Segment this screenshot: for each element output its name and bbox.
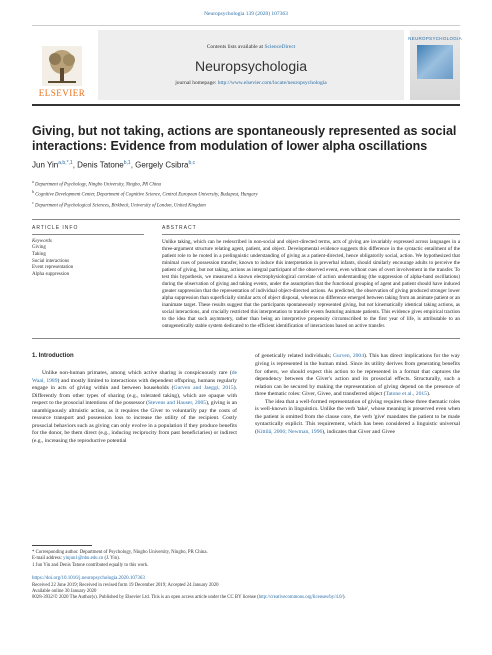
journal-cover xyxy=(410,30,460,100)
author-affil-marker[interactable]: b,1 xyxy=(123,160,131,166)
contents-line: Contents lists available at ScienceDirect xyxy=(206,44,296,50)
section-heading: 1. Introduction xyxy=(32,353,74,360)
affiliation: $^b$ Cognitive Development Center, Department of Cognitive Science, Central European University, Budapest, Hungary xyxy=(32,189,258,198)
journal-header xyxy=(32,25,460,106)
author-name[interactable]: Denis Tatone xyxy=(77,160,124,170)
journal-banner xyxy=(98,30,404,100)
elsevier-tree-icon xyxy=(42,46,82,86)
abstract xyxy=(162,225,460,330)
footnote-equal-contribution: 1 Jun Yin and Denis Tatone contributed equally to this work. xyxy=(32,562,149,568)
doi-link[interactable]: https://doi.org/10.1016/j.neuropsychologia.2020.107363 xyxy=(32,576,145,582)
homepage-link[interactable]: http://www.elsevier.com/locate/neuropsychologia xyxy=(217,80,327,86)
article-info xyxy=(32,225,144,330)
article-meta xyxy=(32,576,460,601)
keyword: Alpha suppression xyxy=(32,271,70,277)
publisher-logo xyxy=(32,26,92,104)
footer xyxy=(32,545,460,602)
author-name[interactable]: Gergely Csibra xyxy=(135,160,189,170)
footnote-divider xyxy=(32,545,92,546)
citation-link[interactable]: de Waal, 1989 xyxy=(32,369,237,384)
journal-reference[interactable]: Neuropsychologia 139 (2020) 107363 xyxy=(204,11,288,17)
author-name[interactable]: Jun Yin xyxy=(32,160,59,170)
cover-title: NEUROPSYCHOLOGIA xyxy=(408,36,462,41)
paragraph: of genetically related individuals; Gurven, 2004). This has direct implications for the way giving is represented in the human mind. Since its utility derives from generating benefits for others, we should expect this action to be represented in a format that captures the dependency between the Giver's action and its prosocial effects. Structurally, such a relation can be secured by making the representation of giving depend on the presence of three thematic roles: Giver, Givee, and transferred object (Tatone et al., 2015). xyxy=(255,353,460,398)
article-info-abstract xyxy=(32,219,460,330)
citation-link[interactable]: Stevens and Hauser, 2005 xyxy=(148,400,207,407)
cover-image xyxy=(417,45,453,79)
journal-title: Neuropsychologia xyxy=(194,58,308,74)
footnote-corresponding: * Corresponding author. Department of Psychology, Ningbo University, Ningbo, PR China. xyxy=(32,550,208,555)
author-list: Jun Yin$^{a,b,*,1}$, Denis Tatone$^{b,1}$, Gergely Csibra$^{b,c}$ xyxy=(32,160,196,170)
copyright: 0028-3932/© 2020 The Author(s). Published by Elsevier Ltd. This is an open access article under the CC BY license (http://creativecommons.org/licenses/by/4.0/). xyxy=(32,595,346,601)
citation-link[interactable]: Tatone et al., 2015 xyxy=(385,391,427,398)
email-link[interactable]: yinjun1@nbu.edu.cn xyxy=(63,556,104,562)
publisher-name: ELSEVIER xyxy=(38,88,86,98)
keywords-label: Keywords xyxy=(32,239,52,245)
affiliation-list xyxy=(32,178,460,210)
footnote-email: E-mail address: yinjun1@nbu.edu.cn (J. Yin). xyxy=(32,556,120,562)
article-dates: Received 22 June 2019; Received in revised form 19 December 2019; Accepted 24 January 2020 xyxy=(32,582,219,588)
affiliation: $^a$ Department of Psychology, Ningbo University, Ningbo, PR China xyxy=(32,178,162,188)
body-column-right xyxy=(255,353,460,445)
homepage-line: journal homepage: http://www.elsevier.com/locate/neuropsychologia xyxy=(175,80,327,86)
sciencedirect-link[interactable]: ScienceDirect xyxy=(264,44,296,50)
keyword: Taking xyxy=(32,252,46,258)
section-divider xyxy=(32,338,460,339)
license-link[interactable]: http://creativecommons.org/licenses/by/4.0/ xyxy=(258,595,343,601)
article-info-heading: ARTICLE INFO xyxy=(32,225,144,235)
citation-link[interactable]: Kittilä, 2006; Newman, 1996 xyxy=(256,428,323,435)
abstract-text: Unlike taking, which can be redescribed in non-social and object-directed terms, acts of giving are invariably expressed across languages in a three-argument structure relating agent, patient, and object. Developmental evidence suggests this difference in the syntactic entailment of the patient role to be rooted in a prelinguistic understanding of giving as a patient-directed, hence obligatorily social, action. We hypothesized that minimal cues of possession transfer, known to induce this interpretation in preverbal infants, should similarly encourage adults to perceive the patient of giving, but not taking, actions as integral participant of the observed event, even without cues of overt involvement in the transfer. To test this hypothesis, we measured a known electrophysiological correlate of action understanding (the suppression of alpha-band oscillations) during the observation of giving and taking events, under the assumption that the functional grouping of agent and patient should have induced greater suppression that the representation of individual object-directed actions. As predicted, the observation of giving produced stronger lower alpha suppression than superficially similar acts of object disposal, whereas no difference emerged between taking from an animate patient or an inanimate target. These results suggest that the participants spontaneously represented giving, but not kinematically identical taking actions, as social interactions, and crucially restricted this interpretation to transfer events featuring animate patients. This evidence gives empirical traction to the idea that such asymmetry, rather than being an interpretive propensity circumscribed to the first year of life, is attributable to an ontogenetically stable system dedicated to the efficient identification of interactions based on active transfer. xyxy=(162,239,460,330)
available-online: Available online 30 January 2020 xyxy=(32,589,97,595)
citation-link[interactable]: Gurven, 2004 xyxy=(332,353,365,360)
keyword: Giving xyxy=(32,245,46,251)
citation-link[interactable]: Gurven and Jaeggi, 2015 xyxy=(173,385,234,392)
abstract-heading: ABSTRACT xyxy=(162,225,460,235)
keyword: Event representation xyxy=(32,265,74,271)
body-text xyxy=(32,353,460,445)
article-title: Giving, but not taking, actions are spontaneously represented as social interactions: Evidence from modulation of lower alpha oscillations xyxy=(32,124,457,153)
keyword: Social interactions xyxy=(32,258,70,264)
affiliation: $^c$ Department of Psychological Sciences, Birkbeck, University of London, United Kingdom xyxy=(32,199,206,209)
author-affil-marker[interactable]: a,b,*,1 xyxy=(58,160,73,166)
paragraph: The idea that a well-formed representation of giving requires these three thematic roles is well-known in linguistics. Unlike the verb 'take', whose meaning is preserved even when the patient is omitted from the clause core, the verb 'give' mandates the patient to be made syntactically explicit. This requirement, which has been considered a linguistic universal (Kittilä, 2006; Newman, 1996), indicates that Giver and Givee xyxy=(255,398,460,435)
author-affil-marker[interactable]: b,c xyxy=(188,160,196,166)
paragraph: Unlike non-human primates, among which active sharing is conspicuously rare (de Waal, 1989) and mostly limited to interactions with dependent offspring, humans regularly engage in acts of giving within and between households (Gurven and Jaeggi, 2015). Differently from other types of sharing (e.g., tolerated taking), which are opaque with respect to the prosocial intentions of the possessor (Stevens and Hauser, 2005), giving is an unambiguously altruistic action, as it requires the Giver to voluntarily pay the costs of resource transport and possession loss to increase the utility of the recipient. Costly prosocial behaviors such as giving can only evolve in a population if they produce benefits for the donor, be them direct (e.g., inducing reciprocity from past beneficiaries) or indirect (e.g., increasing the reproductive potential xyxy=(32,369,237,444)
body-column-left xyxy=(32,353,237,445)
